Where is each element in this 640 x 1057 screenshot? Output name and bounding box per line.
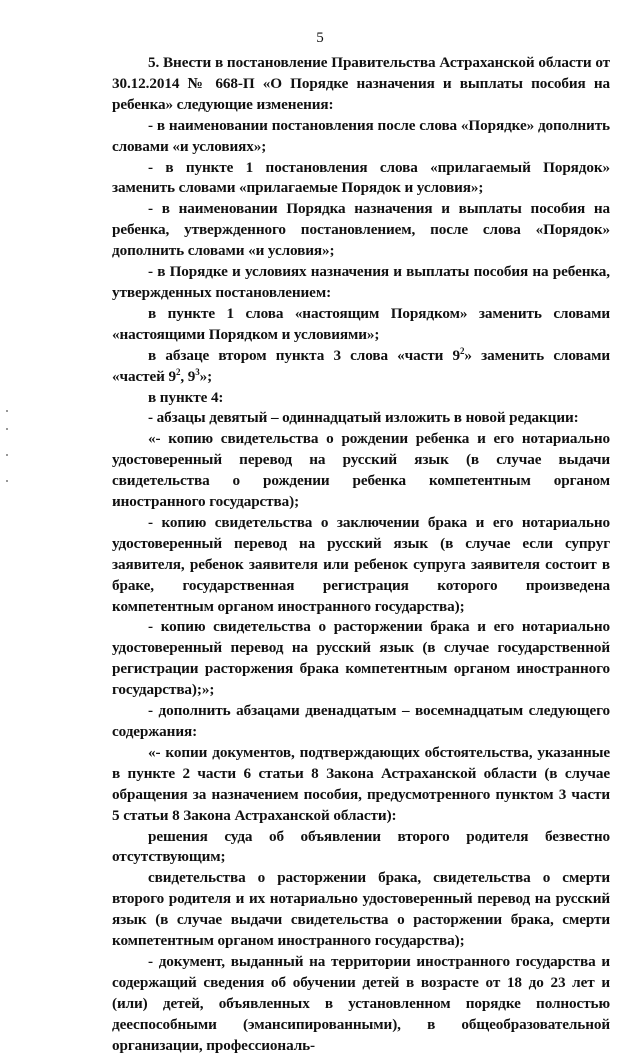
paragraph-divorce-certificate: - копию свидетельства о расторжении брака и его нотариально удостоверенный перевод на русский язык (в случае государственной регистрации расторжения брака компетентным органом иностранного государства);»; — [112, 618, 610, 699]
paragraph-divorce-death-certificates: свидетельства о расторжении брака, свидетельства о смерти второго родителя и их нотариально удостоверенный перевод на русский язык (в случае выдачи свидетельства о расторжении брака, смерти компетентным органом иностранного государства); — [112, 869, 610, 950]
superscript: 2 — [460, 345, 465, 356]
paragraph-point-4: в пункте 4: — [148, 388, 224, 406]
paragraph-birth-certificate: «- копию свидетельства о рождении ребенка и его нотариально удостоверенный перевод на русский язык (в случае выдачи свидетельства о рождении ребенка компетентным органом иностранного государства); — [112, 430, 610, 511]
scan-edge-marks — [6, 410, 10, 500]
point-3-suffix: »; — [199, 367, 213, 385]
paragraph-point-3 — [112, 346, 610, 388]
paragraph-rename-order: - в наименовании Порядка назначения и выплаты пособия на ребенка, утвержденного постановлением, после слова «Порядок» дополнить словами «и условия»; — [112, 200, 610, 260]
paragraph-item-5: 5. Внести в постановление Правительства Астраханской области от 30.12.2014 № 668-П «О Порядке назначения и выплаты пособия на ребенка» следующие изменения: — [112, 54, 610, 113]
point-3-middle: » заменить словами «частей 9 — [112, 346, 610, 385]
document-body — [112, 53, 610, 1057]
paragraph-point-1-resolution: - в пункте 1 постановления слова «прилагаемый Порядок» заменить словами «прилагаемые Порядок и условия»; — [112, 158, 610, 197]
paragraph-copies-documents: «- копии документов, подтверждающих обстоятельства, указанные в пункте 2 части 6 статьи 8 Закона Астраханской области (в случае обращения за назначением пособия, предусмотренного пунктом 3 части 5 статьи 8 Закона Астраханской области): — [112, 743, 610, 824]
point-3-comma: , 9 — [180, 367, 196, 385]
paragraph-foreign-document: - документ, выданный на территории иностранного государства и содержащий сведения об обучении детей в возрасте от 18 до 23 лет и (или) детей, объявленных в установленном порядке полностью дееспособными (эмансипированными), в общеобразовательной организации, профессиональ- — [112, 952, 610, 1054]
paragraph-marriage-certificate: - копию свидетельства о заключении брака и его нотариально удостоверенный перевод на русский язык (в случае если супруг заявителя, ребенок заявителя или ребенок супруга заявителя состоит в браке, государственная регистрация которого произведена компетентным органом иностранного государства); — [112, 513, 610, 615]
superscript: 3 — [195, 366, 200, 377]
paragraph-abzac-9-11: - абзацы девятый – одиннадцатый изложить в новой редакции: — [148, 409, 579, 427]
superscript: 2 — [175, 366, 181, 377]
paragraph-point-1: в пункте 1 слова «настоящим Порядком» заменить словами «настоящими Порядком и условиями»; — [112, 304, 610, 343]
point-3-prefix: в абзаце втором пункта 3 слова «части 9 — [148, 346, 460, 364]
paragraph-order-conditions: - в Порядке и условиях назначения и выплаты пособия на ребенка, утвержденных постановлением: — [112, 263, 610, 301]
paragraph-court-decision: решения суда об объявлении второго родителя безвестно отсутствующим; — [112, 827, 610, 866]
paragraph-abzac-12-18: - дополнить абзацами двенадцатым – восемнадцатым следующего содержания: — [112, 702, 610, 740]
page-number: 5 — [316, 30, 324, 46]
paragraph-rename-resolution: - в наименовании постановления после слова «Порядке» дополнить словами «и условиях»; — [112, 116, 610, 155]
